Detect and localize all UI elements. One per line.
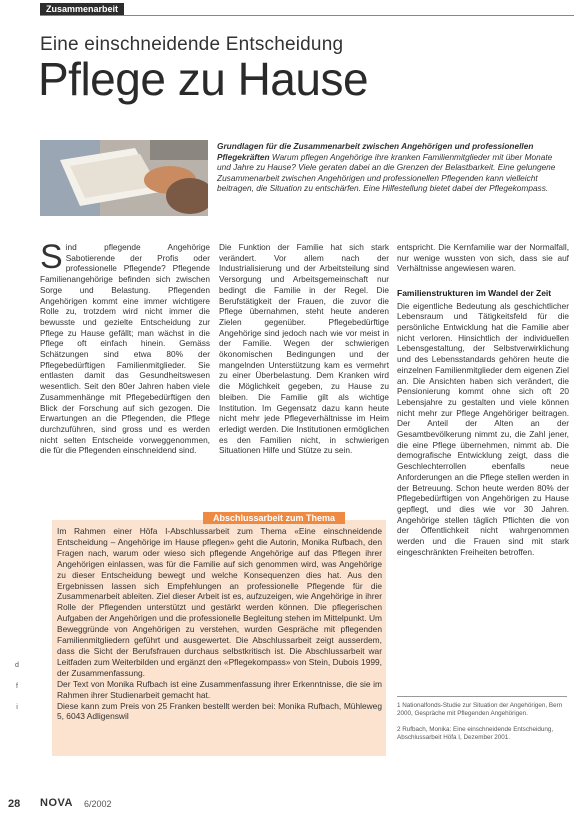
lead-heading: Grundlagen für die Zusammenarbeit zwischen Angehörigen und professionellen Pflegekräften (217, 141, 534, 162)
footnote-1: 1 Nationalfonds-Studie zur Situation der Angehörigen, Bern 2000, Gespräche mit Pflegenden Angehörigen. (397, 702, 563, 717)
column-1-text: ind pflegende Angehörige Sabotierende der Profis oder professionelle Pflegende? Pflegende Familienangehörige befinden sich zwischen Sorge und Belastung. Pflegenden Angehörigen kommt eine immer wichtigere Rolle zu, trotzdem wird nicht immer die bewusste und gezielte Entscheidung zur Pflege zu Hause gefällt; man wächst in die Pflege oft einfach hinein. Gemäss Schätzungen sind etwa 80% der Pflegebedürftigen Familienmitglieder. Sie entlasten damit das Gesundheitswesen wesentlich. Seit den 80er Jahren haben viele Zusammenhänge mit Pflegebedürftigen den Blick der Forschung auf sich gezogen. Die Erwartungen an die Pflegenden, die Pflege durchzuführen, sind gross und es werden nicht selten Entscheide vorweggenommen, die für die Pflegenden einschneidend sind. (40, 242, 210, 456)
footnote-rule (397, 696, 567, 697)
text-column-1 (40, 238, 210, 456)
margin-mark: i (16, 704, 18, 711)
text-column-2 (219, 242, 389, 456)
margin-mark: d (15, 662, 19, 669)
footnotes (397, 702, 569, 750)
photo-illustration (40, 140, 208, 216)
info-box-body: Im Rahmen einer Höfa I-Abschlussarbeit zum Thema «Eine einschneidende Entscheidung – Angehörige im Hause pflegen» geht die Autorin, Monika Rufbach, den Fragen nach, warum oder wieso sich pflegende Angehörige auf das Pflegen ihrer Angehörigen einlassen, was für die Familie auf sich genommen wird, was Angehörige zu dieser Entscheidung bewegt und welche Konsequenzen dies hat. Aus den Ergebnissen lassen sich Empfehlungen an professionelle Pflegende für die Zusammenarbeit ableiten. Ziel dieser Arbeit ist es, aufzuzeigen, wie Angehörige in ihrer Rolle der Pflegenden unterstützt und gestärkt werden können. Die pflegerischen Aufgaben der Angehörigen und die professionelle Begleitung stehen im Mittelpunkt. Um Beweggründe von Angehörigen zu verstehen, wurden Gespräche mit pflegenden Familienmitgliedern geführt und ausgewertet. Die Abschlussarbeit zeigt ausserdem, dass die Sicht der Berufsfrauen durchaus selbstkritisch ist. Die Abschlussarbeit war Leitfaden zum Weiterbilden und ergänzt den «Pflegekompass» von Stein, Dubois 1999, der Zusammenfassung. (57, 526, 382, 678)
section-rubric: Zusammenarbeit (40, 3, 124, 15)
margin-marks (10, 662, 24, 725)
section-heading: Familienstrukturen im Wandel der Zeit (397, 288, 552, 299)
text-column-3 (397, 242, 569, 741)
magazine-name: NOVA (40, 797, 73, 809)
info-box-text (57, 526, 382, 722)
margin-mark: f (16, 683, 18, 690)
drop-cap: S (40, 238, 63, 276)
info-box-note-1: Der Text von Monika Rufbach ist eine Zusammenfassung ihrer Erkenntnisse, die sie im Rahmen ihrer Studienarbeit gemacht hat. (57, 678, 382, 700)
section-text: Die eigentliche Bedeutung als geschichtlicher Lebensraum und Tätigkeitsfeld für die persönliche Entwicklung hat die Familie aber nicht verloren. Hinsichtlich der individuellen Lebensgestaltung, der Selbstverwirklichung und des Lebensstandards gehören heute die einzelnen Familienmitglieder dem eigenen Ziel an. Die Ansichten haben sich verändert, die Pensionierung kommt ohne sich oft 20 Lebensjahre zu gestalten und viele können nicht mehr zur Pflege Angehöriger beitragen. Der Anteil der Alten an der Gesamtbevölkerung nimmt zu, die Zahl jener, die eine Pflege übernehmen, nimmt ab. Die demografische Entwicklung zeigt, dass die Geschlechterrollen ebenfalls neue Anforderungen an die Pflege stellen werden in der Betreuung. Schon heute werden 80% der Pflegebedürftigen von Angehörigen zu Hause gepflegt, und dies wie vor 30 Jahren. Angehörige stellen täglich Pflichten die von der Öffentlichkeit nicht wahrgenommen werden und die Frauen sind mit stark eingeschränkten Freiheiten betroffen. (397, 300, 569, 557)
article-title: Pflege zu Hause (38, 53, 369, 105)
article-photo (40, 140, 208, 216)
article-lead (217, 141, 567, 194)
issue-number: 6/2002 (84, 799, 112, 809)
info-box-note-2: Diese kann zum Preis von 25 Franken bestellt werden bei: Monika Rufbach, Mühleweg 5, 6043 Adligenswil (57, 700, 382, 722)
lead-body: Warum pflegen Angehörige ihre kranken Familienmitglieder mit über Monate und Jahre zu Hause? Viele geraten dabei an die Grenzen der Belastbarkeit. Eine gelungene Zusammenarbeit zwischen Angehörigen und professionellen Pflegenden kann vielleicht beitragen, die Situation zu entschärfen. Eine Hilfestellung bietet dabei der Pflegekompass. (217, 151, 556, 193)
info-box-tag: Abschlussarbeit zum Thema (203, 512, 345, 524)
article-subtitle: Eine einschneidende Entscheidung (40, 34, 344, 55)
header-rule (40, 15, 574, 16)
page-number: 28 (8, 798, 21, 810)
footnote-2: 2 Rufbach, Monika: Eine einschneidende Entscheidung, Abschlussarbeit Höfa I, Dezember 2001. (397, 726, 554, 741)
column-3-intro: entspricht. Die Kernfamilie war der Normalfall, nur wenige wussten von sich, dass sie auf Verhältnisse angewiesen waren. (397, 242, 569, 274)
column-2-text: Die Funktion der Familie hat sich stark verändert. Vor allem nach der Industrialisierung und der Arbeitsteilung sind Versorgung und Arbeitsgemeinschaft nur bedingt die Familie in der Regel. Die Berufstätigkeit der Frauen, die zuvor die Pflege übernahmen, steht heute anderen Zielen gegenüber. Pflegebedürftige Angehörige sind jedoch nach wie vor meist in der Familie. Wegen der schwierigen ökonomischen Bedingungen und der mangelnden Unterstützung kam es vermehrt zu einer Überbelastung. Dem Kranken wird die Möglichkeit gegeben, zu Hause zu bleiben. Die Familie gilt als wichtige Institution. Im Gegensatz dazu kann heute nicht mehr jede Pflegeverhältnisse im Heim erledigt werden. Die Institutionen ermöglichen es den Familien nicht, in schwierigen Situationen Hilfe und Stütze zu sein. (219, 242, 389, 456)
